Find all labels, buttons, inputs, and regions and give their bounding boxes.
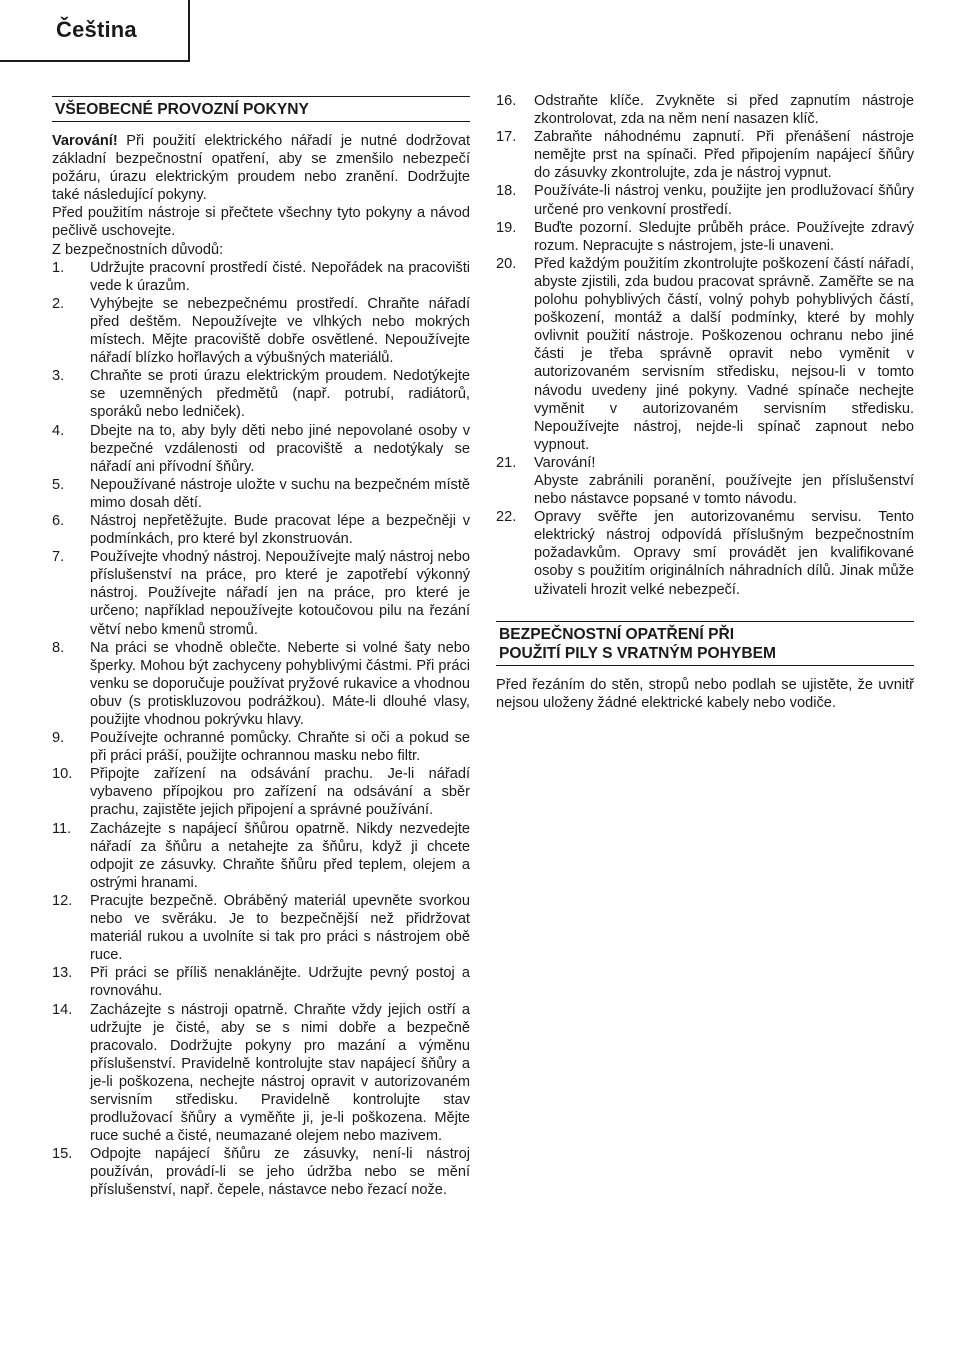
list-item-number: 15.	[52, 1146, 73, 1163]
list-item-number: 22.	[496, 509, 517, 526]
list-item-text: Varování! Abyste zabránili poranění, používejte jen příslušenství nebo nástavce popsané v tomto návodu.	[534, 454, 914, 508]
list-item	[496, 219, 914, 255]
list-item-text: Při práci se příliš nenaklánějte. Udržujte pevný postoj a rovnováhu.	[90, 965, 470, 1000]
list-item-number: 3.	[52, 368, 65, 385]
warning-text: Při použití elektrického nářadí je nutné dodržovat základní bezpečnostní opatření, aby se zmenšilo nebezpečí požáru, úrazu elektrickým proudem nebo zranění. Dodržujte také následující pokyny.	[52, 133, 470, 204]
list-item-text: Udržujte pracovní prostředí čisté. Nepořádek na pracovišti vede k úrazům.	[90, 259, 470, 294]
intro-paragraph: Před použitím nástroje si přečtete všechny tyto pokyny a návod pečlivě uschovejte.	[52, 205, 470, 240]
list-item-text: Opravy svěřte jen autorizovanému servisu. Tento elektrický nástroj odpovídá příslušným bezpečnostním požadavkům. Opravy smí provádět jen kvalifikované osoby s použitím originálních náhradních dílů. Jinak může uživateli hrozit velké nebezpečí.	[534, 509, 914, 598]
section-heading-general: VŠEOBECNÉ PROVOZNÍ POKYNY	[52, 96, 470, 122]
list-item	[52, 422, 470, 476]
list-item	[496, 128, 914, 182]
list-item-text: Nástroj nepřetěžujte. Bude pracovat lépe a bezpečněji v podmínkách, pro které byl zkonstruován.	[90, 512, 470, 548]
language-tab	[0, 0, 190, 62]
list-item-number: 5.	[52, 476, 65, 493]
instruction-list-left	[52, 259, 470, 1200]
list-item	[52, 729, 470, 765]
list-item	[496, 92, 914, 128]
list-item-number: 6.	[52, 512, 65, 529]
list-item-number: 21.	[496, 454, 517, 471]
list-item	[52, 1145, 470, 1199]
list-item-number: 17.	[496, 129, 517, 146]
section-heading-line1: BEZPEČNOSTNÍ OPATŘENÍ PŘI	[499, 625, 735, 643]
right-column	[496, 92, 914, 712]
list-item	[52, 964, 470, 1000]
list-item	[52, 512, 470, 548]
list-item	[52, 892, 470, 964]
list-item-number: 4.	[52, 422, 65, 439]
list-item	[496, 182, 914, 218]
list-item-number: 19.	[496, 219, 517, 236]
list-item	[52, 295, 470, 367]
list-item-text: Používáte-li nástroj venku, použijte jen prodlužovací šňůry určené pro venkovní prostředí.	[534, 183, 914, 218]
list-item	[52, 548, 470, 638]
list-item-text: Vyhýbejte se nebezpečnému prostředí. Chraňte nářadí před deštěm. Nepoužívejte ve vlhkých nebo mokrých místech. Mějte pracoviště dobře osvětlené. Nepoužívejte nářadí blízko hořlavých a výbušných materiálů.	[90, 295, 470, 367]
list-item-number: 10.	[52, 766, 73, 783]
list-item-number: 16.	[496, 93, 517, 109]
list-item-text: Používejte vhodný nástroj. Nepoužívejte malý nástroj nebo příslušenství na práce, pro které je zapotřebí výkonný nástroj. Používejte nářadí jen na práce, pro které je určeno; například nepoužívejte kotoučovou pilu na řezání větví nebo kmenů stromů.	[90, 549, 470, 638]
list-item-text: Zacházejte s nástroji opatrně. Chraňte vždy jejich ostří a udržujte je čisté, aby se s nimi dobře a bezpečně pracovalo. Dodržujte pokyny pro mazání a výměnu příslušenství. Pravidelně kontrolujte stav napájecí šňůry a je-li poškozena, nechejte nástroj opravit v autorizovaném servisním středisku. Pravidelně kontrolujte stav prodlužovací šňůry a vyměňte ji, je-li poškozena. Mějte ruce suché a čisté, neumazané olejem nebo mazivem.	[90, 1001, 470, 1145]
intro-safety-reasons: Z bezpečnostních důvodů:	[52, 241, 224, 258]
list-item-text: Pracujte bezpečně. Obráběný materiál upevněte svorkou nebo ve svěráku. Je to bezpečnější než přidržovat materiál rukou a uvolníte si tak pro práci s nástrojem obě ruce.	[90, 892, 470, 964]
list-item-number: 11.	[52, 820, 72, 837]
list-item	[496, 255, 914, 454]
list-item	[52, 476, 470, 512]
list-item	[52, 765, 470, 819]
list-item-text: Používejte ochranné pomůcky. Chraňte si oči a pokud se při práci práší, použijte ochrannou masku nebo filtr.	[90, 730, 470, 765]
list-item-number: 2.	[52, 295, 65, 312]
list-item-text: Buďte pozorní. Sledujte průběh práce. Používejte zdravý rozum. Nepracujte s nástrojem, jste-li unaveni.	[534, 219, 914, 254]
list-item-text: Odstraňte klíče. Zvykněte si před zapnutím nástroje zkontrolovat, zda na něm není nasazen klíč.	[534, 93, 914, 128]
list-item	[496, 454, 914, 508]
left-column	[52, 96, 470, 1200]
list-item-text: Odpojte napájecí šňůru ze zásuvky, není-li nástroj používán, provádí-li se jeho údržba nebo se mění příslušenství, např. čepele, nástavce nebo řezací nože.	[90, 1146, 470, 1199]
saw-safety-paragraph: Před řezáním do stěn, stropů nebo podlah se ujistěte, že uvnitř nejsou uloženy žádné elektrické kabely nebo vodiče.	[496, 676, 914, 711]
list-item-number: 13.	[52, 965, 73, 982]
list-item-number: 14.	[52, 1001, 73, 1018]
list-item-number: 8.	[52, 639, 65, 656]
list-item	[52, 639, 470, 729]
list-item-text: Před každým použitím zkontrolujte poškození částí nářadí, abyste zjistili, zda budou pracovat správně. Zaměřte se na polohu pohyblivých částí, volný pohyb pohyblivých částí, poškození, montáž a další podmínky, které by mohly ovlivnit použití nástroje. Poškozenou ochranu nebo jiné části je třeba správně opravit nebo vyměnit v autorizovaném servisním středisku, nejsou-li v tomto návodu uvedeny jiné pokyny. Vadné spínače nechejte vyměnit v autorizovaném servisním středisku. Nepoužívejte nástroj, nejde-li spínač zapnout nebo vypnout.	[534, 255, 914, 453]
list-item	[52, 1001, 470, 1146]
list-item-number: 12.	[52, 892, 73, 909]
list-item-text: Nepoužívané nástroje uložte v suchu na bezpečném místě mimo dosah dětí.	[90, 476, 470, 511]
list-item-text: Dbejte na to, aby byly děti nebo jiné nepovolané osoby v bezpečné vzdálenosti od pracoviště a nedotýkaly se nářadí ani přívodní šňůry.	[90, 422, 470, 475]
warning-label: Varování!	[52, 133, 118, 149]
list-item-number: 7.	[52, 549, 65, 566]
warning-paragraph	[52, 132, 470, 204]
list-item-text: Zabraňte náhodnému zapnutí. Při přenášení nástroje nemějte prst na spínači. Před připojením napájecí šňůry do zásuvky zkontrolujte, zda je nástroj vypnut.	[534, 129, 914, 182]
section-heading-saw	[496, 621, 914, 666]
list-item-number: 1.	[52, 259, 65, 276]
list-item	[496, 508, 914, 598]
language-label: Čeština	[56, 17, 137, 42]
list-item-number: 20.	[496, 255, 517, 272]
list-item-text: Na práci se vhodně oblečte. Neberte si volné šaty nebo šperky. Mohou být zachyceny pohyblivými částmi. Při práci venku se doporučuje používat pryžové rukavice a vhodnou obuv (s protiskluzovou podrážkou). Máte-li dlouhé vlasy, použijte vhodnou pokrývku hlavy.	[90, 639, 470, 728]
list-item-text: Zacházejte s napájecí šňůrou opatrně. Nikdy nezvedejte nářadí za šňůru a netahejte za šňůru, když ji chcete odpojit ze zásuvky. Chraňte šňůru před teplem, olejem a ostrými hranami.	[90, 820, 470, 891]
list-item-text: Chraňte se proti úrazu elektrickým proudem. Nedotýkejte se uzemněných předmětů (např. potrubí, radiátorů, sporáků nebo ledniček).	[90, 368, 470, 421]
list-item	[52, 259, 470, 295]
instruction-list-right	[496, 92, 914, 599]
list-item	[52, 820, 470, 892]
list-item-text: Připojte zařízení na odsávání prachu. Je-li nářadí vybaveno přípojkou pro zařízení na odsávání a sběr prachu, zajistěte jejich připojení a správné používání.	[90, 766, 470, 819]
list-item-number: 18.	[496, 183, 517, 200]
section-heading-line2: POUŽITÍ PILY S VRATNÝM POHYBEM	[499, 644, 776, 662]
list-item-number: 9.	[52, 730, 65, 747]
list-item	[52, 367, 470, 421]
